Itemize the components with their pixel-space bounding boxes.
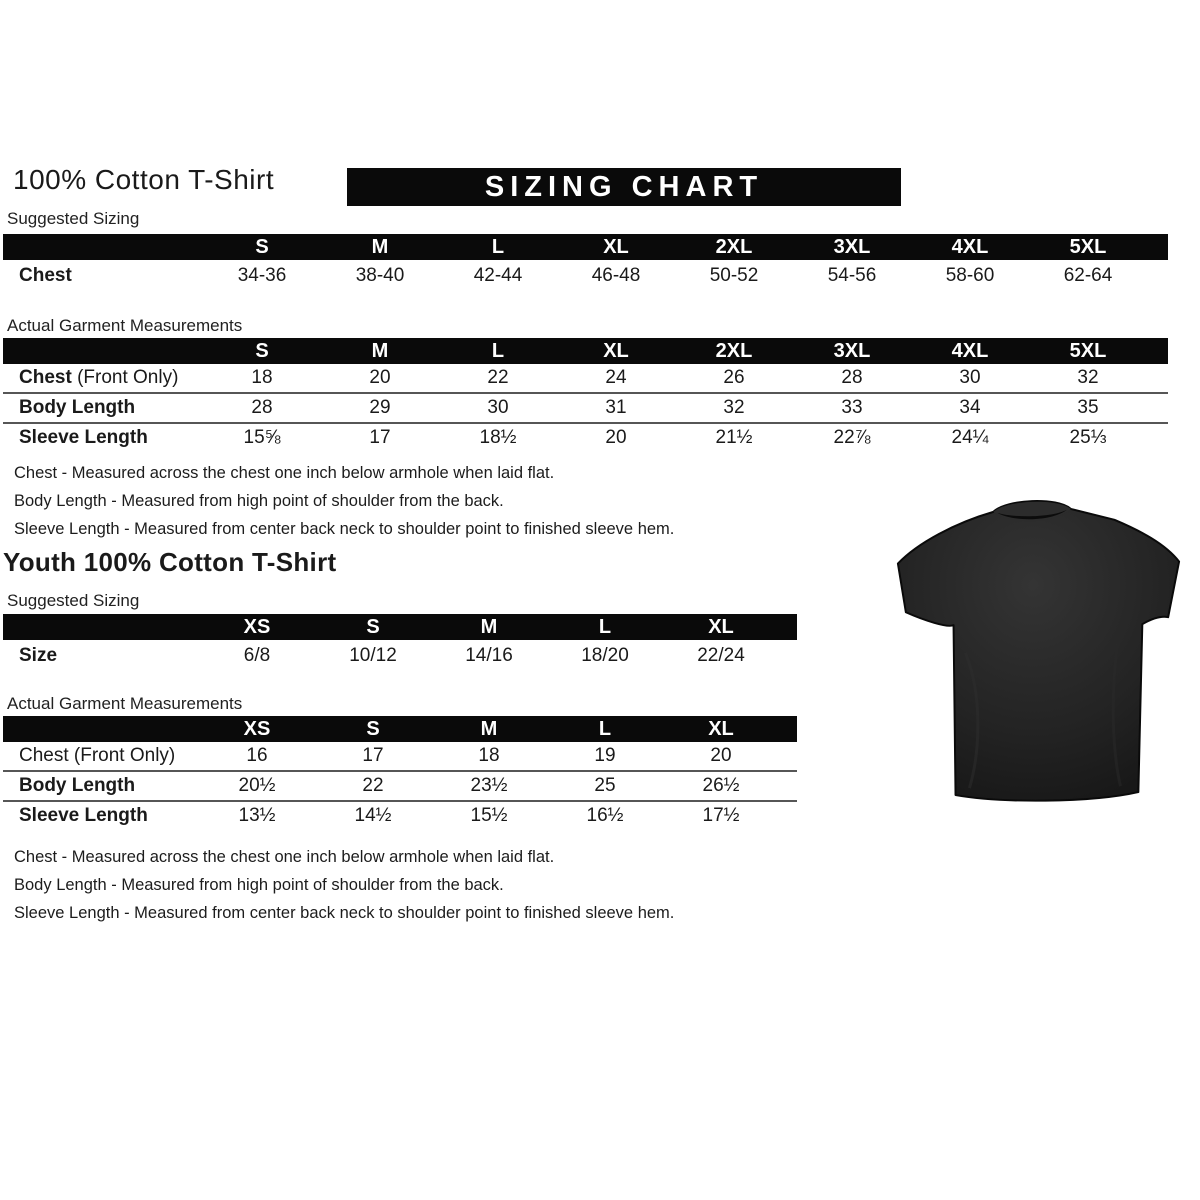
table-row (3, 392, 1168, 422)
size-column-header: 4XL (951, 235, 989, 258)
size-column-header: 3XL (833, 339, 871, 362)
measurement-value-cell: 18 (251, 367, 273, 388)
measurement-value-cell: 16 (246, 745, 268, 766)
tshirt-icon (893, 494, 1183, 802)
table-row (3, 742, 797, 770)
size-column-header: 4XL (951, 339, 989, 362)
measurement-value-cell: 38-40 (355, 265, 405, 286)
note-sleeve-length: Sleeve Length - Measured from center back neck to shoulder point to finished sleeve hem. (14, 520, 675, 538)
measurement-value-cell: 24 (605, 367, 627, 388)
row-label: Chest (Front Only) (19, 367, 179, 388)
measurement-value-cell: 18/20 (581, 645, 629, 666)
table-header-row (3, 614, 797, 640)
tshirt-photo (893, 494, 1183, 802)
table-header-row (3, 234, 1168, 260)
size-column-header: XL (603, 339, 629, 362)
size-column-header: 2XL (715, 235, 753, 258)
size-column-header: XS (243, 615, 271, 638)
table-row (3, 260, 1168, 292)
measurement-value-cell: 20 (605, 427, 627, 448)
measurement-value-cell: 28 (841, 367, 863, 388)
measurement-value-cell: 30 (487, 397, 509, 418)
measurement-value-cell: 28 (251, 397, 273, 418)
adult-measurement-notes (14, 459, 674, 543)
youth-actual-measurements-table (3, 716, 797, 830)
size-column-header: 2XL (715, 339, 753, 362)
measurement-value-cell: 22 (487, 367, 509, 388)
size-column-header: L (598, 615, 612, 638)
measurement-value-cell: 29 (369, 397, 391, 418)
measurement-value-cell: 22⅞ (833, 427, 871, 448)
measurement-value-cell: 14/16 (465, 645, 513, 666)
table-row (3, 364, 1168, 392)
size-column-header: L (598, 717, 612, 740)
row-label: Body Length (19, 775, 136, 796)
note-body-length: Body Length - Measured from high point of shoulder from the back. (14, 492, 504, 510)
size-column-header: 5XL (1069, 235, 1107, 258)
youth-suggested-sizing-label: Suggested Sizing (7, 591, 140, 610)
measurement-value-cell: 14½ (354, 805, 392, 826)
size-column-header: S (255, 235, 269, 258)
measurement-value-cell: 20 (710, 745, 732, 766)
measurement-value-cell: 50-52 (709, 265, 759, 286)
measurement-value-cell: 33 (841, 397, 863, 418)
measurement-value-cell: 34 (959, 397, 981, 418)
measurement-value-cell: 10/12 (349, 645, 397, 666)
adult-actual-measurements-label: Actual Garment Measurements (7, 316, 243, 335)
row-label: Sleeve Length (19, 427, 148, 448)
size-column-header: M (371, 235, 389, 258)
size-column-header: S (255, 339, 269, 362)
table-row (3, 800, 797, 830)
size-column-header: L (491, 339, 505, 362)
measurement-value-cell: 26 (723, 367, 745, 388)
measurement-value-cell: 34-36 (237, 265, 287, 286)
adult-suggested-sizing-label: Suggested Sizing (7, 209, 140, 228)
row-label: Size (19, 645, 58, 666)
measurement-value-cell: 15⅝ (243, 427, 281, 448)
measurement-value-cell: 22 (362, 775, 384, 796)
size-column-header: 3XL (833, 235, 871, 258)
measurement-value-cell: 15½ (470, 805, 508, 826)
sizing-chart-banner (347, 168, 901, 206)
size-column-header: XL (603, 235, 629, 258)
measurement-value-cell: 31 (605, 397, 627, 418)
adult-actual-measurements-table (3, 338, 1168, 452)
row-label: Body Length (19, 397, 136, 418)
measurement-value-cell: 21½ (715, 427, 753, 448)
youth-suggested-sizing-table (3, 614, 797, 672)
measurement-value-cell: 32 (723, 397, 745, 418)
measurement-value-cell: 19 (594, 745, 616, 766)
table-header-row (3, 716, 797, 742)
measurement-value-cell: 46-48 (591, 265, 641, 286)
measurement-value-cell: 26½ (702, 775, 740, 796)
measurement-value-cell: 20 (369, 367, 391, 388)
size-column-header: L (491, 235, 505, 258)
measurement-value-cell: 23½ (470, 775, 508, 796)
table-header-row (3, 338, 1168, 364)
measurement-value-cell: 18 (478, 745, 500, 766)
size-column-header: XL (708, 717, 734, 740)
youth-measurement-notes (14, 843, 674, 927)
youth-section-title: Youth 100% Cotton T-Shirt (3, 547, 337, 577)
measurement-value-cell: 62-64 (1063, 265, 1113, 286)
page-title: 100% Cotton T-Shirt (13, 164, 275, 195)
measurement-value-cell: 13½ (238, 805, 276, 826)
size-column-header: 5XL (1069, 339, 1107, 362)
size-column-header: S (366, 717, 380, 740)
table-row (3, 640, 797, 672)
measurement-value-cell: 16½ (586, 805, 624, 826)
measurement-value-cell: 25⅓ (1069, 427, 1107, 448)
row-label: Chest (Front Only) (19, 745, 176, 766)
table-row (3, 422, 1168, 452)
measurement-value-cell: 30 (959, 367, 981, 388)
size-column-header: XS (243, 717, 271, 740)
row-label: Sleeve Length (19, 805, 148, 826)
measurement-value-cell: 17 (369, 427, 391, 448)
measurement-value-cell: 54-56 (827, 265, 877, 286)
measurement-value-cell: 25 (594, 775, 616, 796)
measurement-value-cell: 17½ (702, 805, 740, 826)
note-sleeve-length: Sleeve Length - Measured from center back neck to shoulder point to finished sleeve hem. (14, 904, 675, 922)
measurement-value-cell: 20½ (238, 775, 276, 796)
size-column-header: S (366, 615, 380, 638)
measurement-value-cell: 18½ (479, 427, 517, 448)
measurement-value-cell: 58-60 (945, 265, 995, 286)
measurement-value-cell: 22/24 (697, 645, 745, 666)
adult-suggested-sizing-table (3, 234, 1168, 292)
size-column-header: M (371, 339, 389, 362)
table-row (3, 770, 797, 800)
measurement-value-cell: 42-44 (473, 265, 523, 286)
note-chest: Chest - Measured across the chest one inch below armhole when laid flat. (14, 848, 555, 866)
measurement-value-cell: 24¼ (951, 427, 989, 448)
size-column-header: M (480, 717, 498, 740)
note-body-length: Body Length - Measured from high point of shoulder from the back. (14, 876, 504, 894)
measurement-value-cell: 35 (1077, 397, 1099, 418)
row-label: Chest (19, 265, 72, 286)
measurement-value-cell: 6/8 (243, 645, 271, 666)
youth-actual-measurements-label: Actual Garment Measurements (7, 694, 243, 713)
measurement-value-cell: 32 (1077, 367, 1099, 388)
size-column-header: XL (708, 615, 734, 638)
sizing-chart-banner-text: SIZING CHART (484, 170, 764, 203)
size-column-header: M (480, 615, 498, 638)
note-chest: Chest - Measured across the chest one inch below armhole when laid flat. (14, 464, 555, 482)
measurement-value-cell: 17 (362, 745, 384, 766)
